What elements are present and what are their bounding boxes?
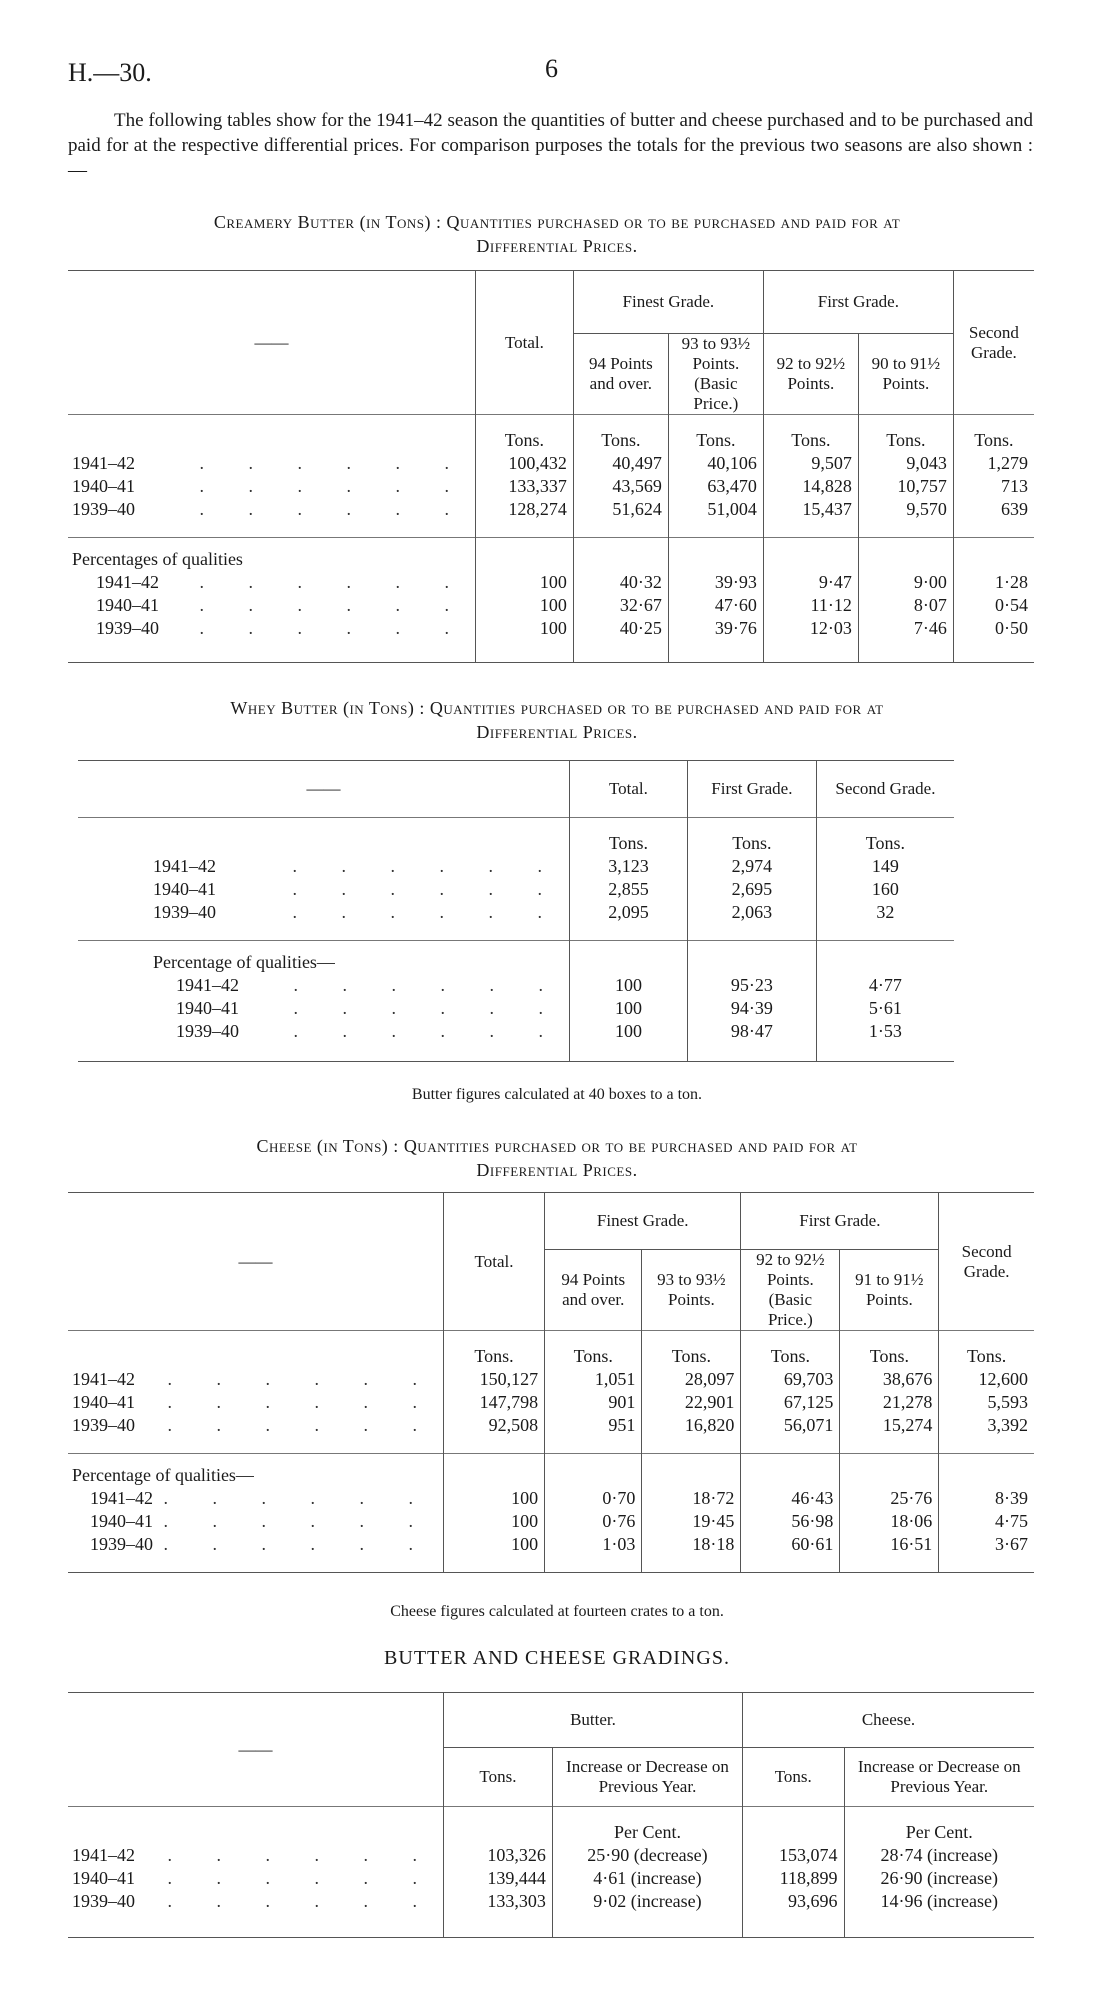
percentages-label-row: Percentage of qualities— [68, 1454, 1034, 1487]
col-92-header: 92 to 92½ Points. [763, 334, 858, 415]
units-row: Tons. Tons. Tons. Tons. Tons. Tons. [68, 1331, 1034, 1368]
creamery-table [68, 270, 1034, 663]
cheese-note: Cheese figures calculated at fourteen crates to a ton. [390, 1603, 724, 1620]
col-91-header: 91 to 91½ Points. [840, 1250, 939, 1331]
units-row: Tons. Tons. Tons. Tons. Tons. Tons. [68, 415, 1034, 452]
cheese-title: Cheese (in Tons) : Quantities purchased or to be purchased and paid for at Differential Prices. [256, 1136, 858, 1180]
col-first-header: First Grade. [763, 271, 953, 334]
table-row: 1941–42 . . . . . . 150,127 1,051 28,097 69,703 38,676 12,600 [68, 1368, 1034, 1391]
col-butter-tons-header: Tons. [444, 1748, 553, 1807]
col-93-header: 93 to 93½ Points. (Basic Price.) [668, 334, 763, 415]
col-93-header: 93 to 93½ Points. [642, 1250, 741, 1331]
col-second-header: Second Grade. [953, 271, 1034, 415]
table-row: 1941–42 . . . . . . 100 0·70 18·72 46·43 25·76 8·39 [68, 1487, 1034, 1510]
col-90-header: 90 to 91½ Points. [858, 334, 953, 415]
table-row: 1939–40 . . . . . . 100 1·03 18·18 60·61 16·51 3·67 [68, 1533, 1034, 1573]
table-row: 1940–41 . . . . . . 147,798 901 22,901 67,125 21,278 5,593 [68, 1391, 1034, 1414]
stub-header: —— [68, 1193, 444, 1331]
stub-header: —— [68, 271, 476, 415]
percentages-label-row: Percentages of qualities [68, 538, 1034, 571]
table-row: 1941–42 . . . . . . 3,123 2,974 149 [78, 855, 954, 878]
gradings-table [68, 1692, 1034, 1938]
creamery-title: Creamery Butter (in Tons) : Quantities purchased or to be purchased and paid for at Differential Prices. [213, 212, 901, 256]
col-total-header: Total. [476, 271, 574, 415]
intro-paragraph: The following tables show for the 1941–42 season the quantities of butter and cheese purchased and to be purchased and paid for at the respective differential prices. For comparison purposes the totals for the previous two seasons are also shown :— [68, 110, 1033, 181]
table-row: 1941–42 . . . . . . 100 95·23 4·77 [78, 974, 954, 997]
table-row: 1940–41 . . . . . . 139,444 4·61 (increase) 118,899 26·90 (increase) [68, 1867, 1034, 1890]
cheese-table [68, 1192, 1034, 1573]
col-butter-change-header: Increase or Decrease on Previous Year. [552, 1748, 742, 1807]
stub-header: —— [78, 761, 570, 818]
table-row: 1940–41 . . . . . . 133,337 43,569 63,470 14,828 10,757 713 [68, 475, 1034, 498]
table-row: 1940–41 . . . . . . 100 32·67 47·60 11·12 8·07 0·54 [68, 594, 1034, 617]
whey-table [78, 760, 954, 1062]
col-total-header: Total. [570, 761, 688, 818]
table-row: 1939–40 . . . . . . 2,095 2,063 32 [78, 901, 954, 941]
col-butter-header: Butter. [444, 1693, 743, 1748]
percentages-label-row: Percentage of qualities— [78, 941, 954, 974]
table-row: 1941–42 . . . . . . 103,326 25·90 (decrease) 153,074 28·74 (increase) [68, 1844, 1034, 1867]
butter-note: Butter figures calculated at 40 boxes to a ton. [411, 1086, 703, 1103]
col-cheese-tons-header: Tons. [743, 1748, 844, 1807]
page-number: 6 [545, 54, 558, 83]
table-row: 1939–40 . . . . . . 100 40·25 39·76 12·03 7·46 0·50 [68, 617, 1034, 663]
col-94-header: 94 Points and over. [545, 1250, 642, 1331]
units-row: Tons. Tons. Tons. [78, 818, 954, 855]
units-row: Per Cent. Per Cent. [68, 1807, 1034, 1844]
col-94-header: 94 Points and over. [573, 334, 668, 415]
table-row: 1940–41 . . . . . . 2,855 2,695 160 [78, 878, 954, 901]
stub-header: —— [68, 1693, 444, 1807]
table-row: 1941–42 . . . . . . 100 40·32 39·93 9·47 9·00 1·28 [68, 571, 1034, 594]
table-row: 1941–42 . . . . . . 100,432 40,497 40,106 9,507 9,043 1,279 [68, 452, 1034, 475]
table-row: 1940–41 . . . . . . 100 0·76 19·45 56·98 18·06 4·75 [68, 1510, 1034, 1533]
document-reference: H.—30. [68, 58, 152, 87]
col-second-header: Second Grade. [816, 761, 954, 818]
col-finest-header: Finest Grade. [573, 271, 763, 334]
table-row: 1939–40 . . . . . . 128,274 51,624 51,004 15,437 9,570 639 [68, 498, 1034, 538]
table-row: 1940–41 . . . . . . 100 94·39 5·61 [78, 997, 954, 1020]
table-row: 1939–40 . . . . . . 100 98·47 1·53 [78, 1020, 954, 1062]
gradings-title: BUTTER AND CHEESE GRADINGS. [384, 1647, 730, 1669]
col-first-header: First Grade. [687, 761, 816, 818]
table-row: 1939–40 . . . . . . 92,508 951 16,820 56,071 15,274 3,392 [68, 1414, 1034, 1454]
table-row: 1939–40 . . . . . . 133,303 9·02 (increase) 93,696 14·96 (increase) [68, 1890, 1034, 1938]
col-92-header: 92 to 92½ Points. (Basic Price.) [741, 1250, 840, 1331]
whey-title: Whey Butter (in Tons) : Quantities purchased or to be purchased and paid for at Differential Prices. [230, 698, 884, 742]
col-finest-header: Finest Grade. [545, 1193, 741, 1250]
col-cheese-change-header: Increase or Decrease on Previous Year. [844, 1748, 1034, 1807]
col-second-header: Second Grade. [939, 1193, 1034, 1331]
col-total-header: Total. [444, 1193, 545, 1331]
col-first-header: First Grade. [741, 1193, 939, 1250]
col-cheese-header: Cheese. [743, 1693, 1034, 1748]
